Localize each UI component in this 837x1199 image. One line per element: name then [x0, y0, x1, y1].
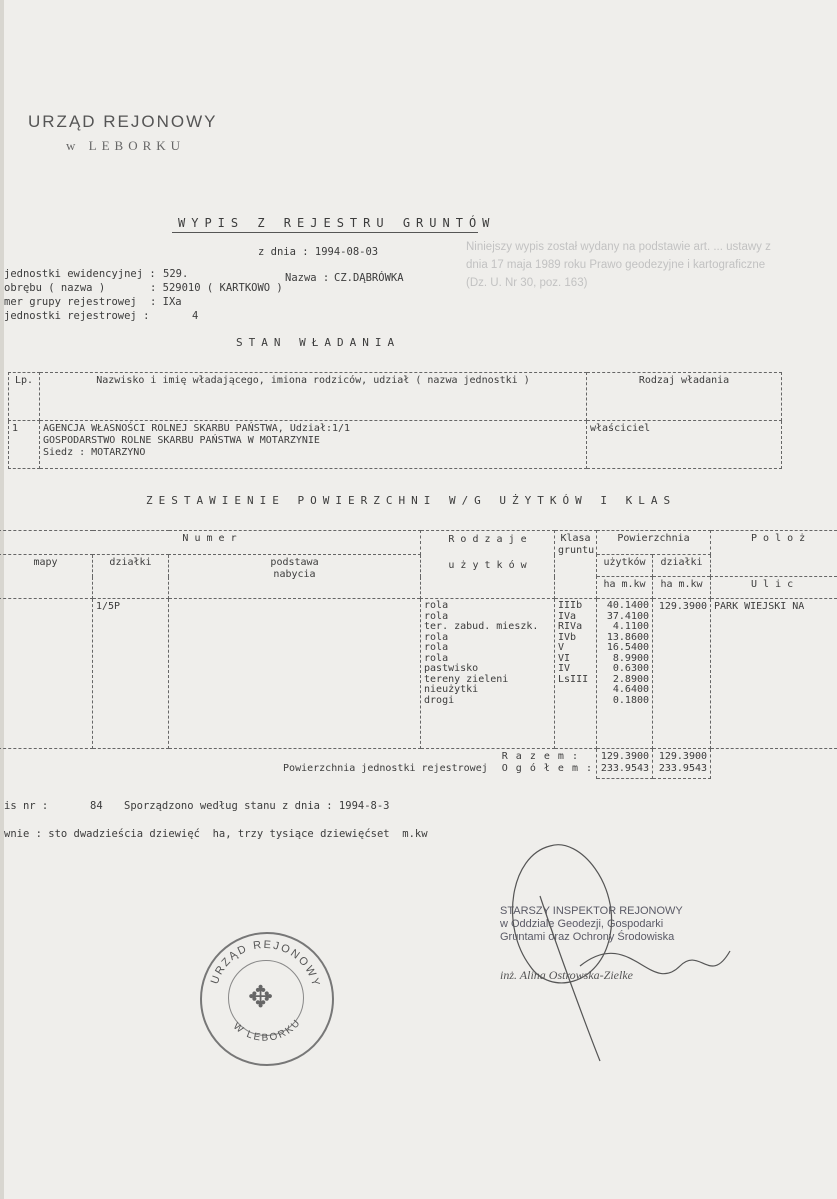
cell-classes: IIIb IVa RIVa IVb V VI IV LsIII	[555, 599, 597, 749]
wypis-label: is nr :	[4, 800, 49, 812]
razem-uzytkow: 129.3900	[600, 751, 650, 762]
col-uzytkow: użytków	[597, 555, 653, 577]
precinct-label: obrębu ( nazwa )	[4, 282, 106, 294]
title-underline	[172, 232, 478, 233]
unit-label: jednostki ewidencyjnej :	[4, 268, 156, 280]
summary-table	[0, 530, 837, 779]
ownership-row-kind: właściciel	[587, 421, 782, 469]
group-value: : IXa	[150, 296, 182, 308]
ownership-heading: STAN WŁADANIA	[236, 336, 401, 349]
col-dzialki-area: działki	[653, 555, 711, 577]
handwritten-signature	[480, 836, 780, 1066]
precinct-value: : 529010 ( KARTKOWO )	[150, 282, 283, 294]
document-date: z dnia : 1994-08-03	[258, 246, 379, 258]
ogolem-uzytkow: 233.9543	[600, 763, 650, 774]
col-polozenie: P o l o ż	[711, 531, 837, 577]
col-klasa: Klasa gruntu	[555, 531, 597, 599]
svg-text:W LEBORKU	[231, 1017, 304, 1044]
cell-location: PARK WIEJSKI NA	[711, 599, 837, 749]
official-dept-1: w Oddziale Geodezji, Gospodarki	[500, 918, 664, 930]
signatory-name: inż. Alina Ostrowska-Zielke	[500, 968, 633, 982]
ownership-col-kind: Rodzaj władania	[587, 373, 782, 421]
ownership-col-lp: Lp.	[9, 373, 40, 421]
razem-label: R a z e m :	[501, 751, 579, 762]
ogolem-dzialki: 233.9543	[658, 763, 708, 774]
ownership-table	[8, 372, 782, 469]
col-ulica: U l i c	[711, 577, 837, 599]
office-city: w LEBORKU	[66, 138, 186, 153]
owner-line-2: GOSPODARSTWO ROLNE SKARBU PAŃSTWA W MOTARZYNIE	[43, 435, 320, 446]
owner-line-3: Siedz : MOTARZYNO	[43, 447, 146, 458]
name-label: Nazwa :	[285, 272, 330, 284]
ownership-row-owner	[40, 421, 587, 469]
col-numer: N u m e r	[0, 531, 421, 555]
document-title: WYPIS Z REJESTRU GRUNTÓW	[178, 216, 496, 230]
total-label: Powierzchnia jednostki rejestrowej	[283, 763, 488, 774]
group-label: mer grupy rejestrowej	[4, 296, 137, 308]
regunit-value: 4	[192, 310, 199, 322]
wypis-number: 84	[90, 800, 103, 812]
eagle-emblem-icon: ✥	[248, 980, 274, 1015]
col-ha-1: ha m.kw	[597, 577, 653, 599]
area-in-words: wnie : sto dwadzieścia dziewięć ha, trzy tysiące dziewięćset m.kw	[4, 828, 428, 840]
totals-row	[0, 749, 837, 779]
stamp-top-text: URZĄD REJONOWY	[208, 938, 323, 990]
col-rodzaje: R o d z a j e u ż y t k ó w	[421, 531, 555, 599]
ownership-row-lp: 1	[9, 421, 40, 469]
name-value: CZ.DĄBRÓWKA	[334, 272, 404, 284]
summary-heading: ZESTAWIENIE POWIERZCHNI W/G UŻYTKÓW I KLAS	[146, 494, 677, 507]
ownership-row	[9, 421, 782, 469]
col-podstawa: podstawa nabycia	[169, 555, 421, 599]
col-ha-2: ha m.kw	[653, 577, 711, 599]
cell-uses: rola rola ter. zabud. mieszk. rola rola rola pastwisko tereny zieleni nieużytki drogi	[421, 599, 555, 749]
owner-line-1: AGENCJA WŁASNOŚCI ROLNEJ SKARBU PAŃSTWA, Udział:1/1	[43, 423, 351, 434]
cell-areas: 40.1400 37.4100 4.1100 13.8600 16.5400 8.9900 0.6300 2.8900 4.6400 0.1800	[597, 599, 653, 749]
faded-legal-note: Niniejszy wypis został wydany na podstawie art. ... ustawy z dnia 17 maja 1989 roku Prawo geodezyjne i kartograficzne (Dz. U. Nr 30, poz. 163)	[466, 241, 771, 289]
official-title: STARSZY INSPEKTOR REJONOWY	[500, 905, 683, 917]
cell-parcel-area: 129.3900	[653, 599, 711, 749]
office-name: URZĄD REJONOWY	[28, 112, 218, 131]
ogolem-label: O g ó ł e m :	[501, 763, 594, 774]
cell-parcel: 1/5P	[93, 599, 169, 749]
prepared-line: Sporządzono według stanu z dnia : 1994-8-3	[124, 800, 390, 812]
razem-dzialki: 129.3900	[658, 751, 708, 762]
official-dept-2: Gruntami oraz Ochrony Środowiska	[500, 931, 675, 943]
unit-value: 529.	[163, 268, 189, 280]
regunit-label: jednostki rejestrowej :	[4, 310, 150, 322]
col-mapy: mapy	[0, 555, 93, 599]
col-powierzchnia: Powierzchnia	[597, 531, 711, 555]
col-dzialki: działki	[93, 555, 169, 599]
ownership-col-name: Nazwisko i imię władającego, imiona rodziców, udział ( nazwa jednostki )	[40, 373, 587, 421]
summary-row	[0, 599, 837, 749]
cell-mapy	[0, 599, 93, 749]
stamp-bottom-text: W LEBORKU	[230, 1016, 304, 1044]
cell-podstawa	[169, 599, 421, 749]
